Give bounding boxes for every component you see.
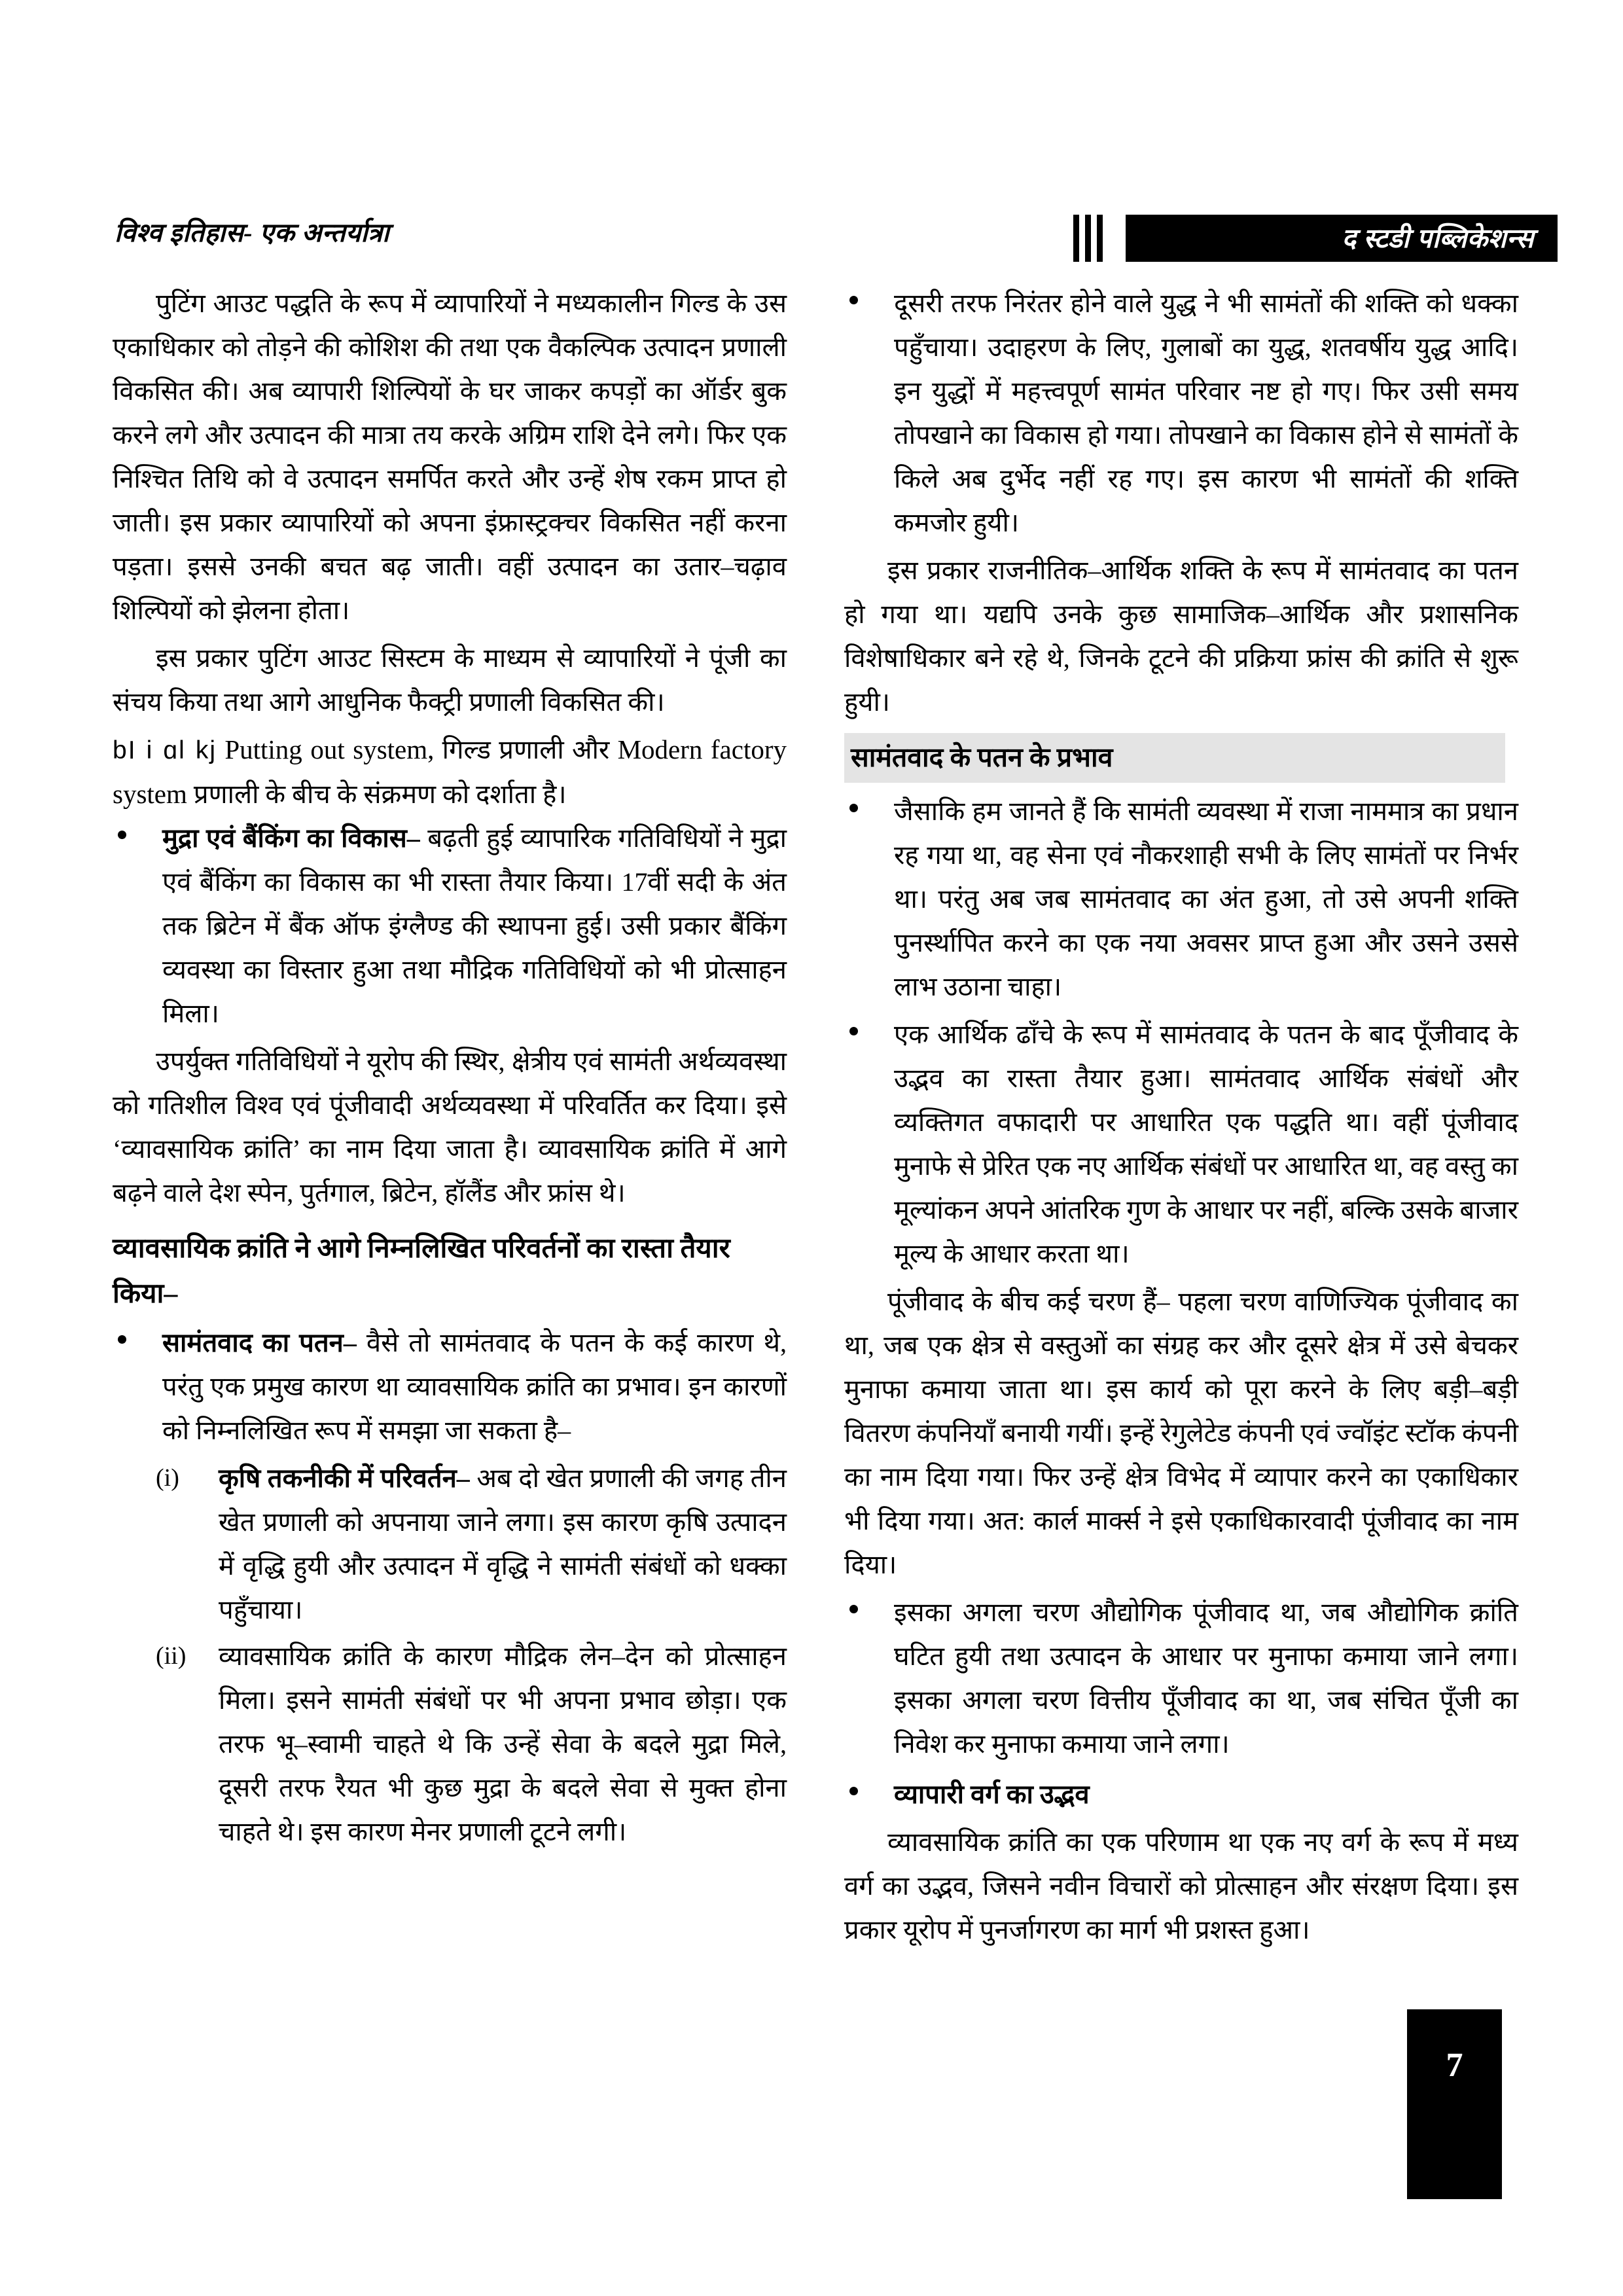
list-item (844, 789, 1518, 1009)
roman-numeral-label: (i) (156, 1464, 179, 1492)
roman-list-item (156, 1456, 787, 1632)
list-item-body: इसका अगला चरण औद्योगिक पूंजीवाद था, जब औद्योगिक क्रांति घटित हुयी तथा उत्पादन के आधार पर मुनाफा कमाया जाने लगा। इसका अगला चरण वित्तीय पूँजीवाद का था, जब संचित पूँजी का निवेश कर मुनाफा कमाया जाने लगा। (894, 1598, 1518, 1759)
list-item-lead-term: मुद्रा एवं बैंकिंग का विकास– (162, 823, 420, 853)
bullet-dot-icon (849, 1787, 858, 1795)
page-number: 7 (1446, 2047, 1463, 2084)
hindi-connector: गिल्ड प्रणाली और (434, 735, 618, 764)
list-item-body: दूसरी तरफ निरंतर होने वाले युद्ध ने भी सामंतों की शक्ति को धक्का पहुँचाया। उदाहरण के लिए, गुलाबों का युद्ध, शतवर्षीय युद्ध आदि। इन युद्धों में महत्त्वपूर्ण सामंत परिवार नष्ट हो गए। फिर उसी समय तोपखाने का विकास हो गया। तोपखाने का विकास होने से सामंतों के किले अब दुर्भेद नहीं रह गए। इस कारण भी सामंतों की शक्ति कमजोर हुयी। (894, 289, 1518, 537)
shaded-section-heading: सामंतवाद के पतन के प्रभाव (844, 733, 1505, 783)
roman-item-lead-term: कृषि तकनीकी में परिवर्तन– (219, 1463, 470, 1493)
section-heading: व्यावसायिक क्रांति ने आगे निम्नलिखित परिवर्तनों का रास्ता तैयार किया– (113, 1234, 730, 1309)
list-item (844, 1772, 1518, 1816)
paragraph: इस प्रकार पुटिंग आउट सिस्टम के माध्यम से व्यापारियों ने पूंजी का संचय किया तथा आगे आधुनिक फैक्ट्री प्रणाली विकसित की। (113, 643, 787, 717)
left-column (113, 281, 787, 1856)
bullet-dot-icon (118, 1335, 126, 1344)
list-item (844, 1590, 1518, 1766)
english-term-putting-out-system: Putting out system, (224, 734, 435, 764)
book-title: विश्व इतिहास- एक अन्तर्यात्रा (115, 218, 390, 247)
page-number-tab (1407, 2009, 1502, 2199)
decorative-bars-icon (1073, 215, 1114, 262)
roman-item-body: व्यावसायिक क्रांति के कारण मौद्रिक लेन–देन को प्रोत्साहन मिला। इसने सामंती संबंधों पर भी अपना प्रभाव छोड़ा। एक तरफ भू–स्वामी चाहते थे कि उन्हें सेवा के बदले मुद्रा मिले, दूसरी तरफ रैयत भी कुछ मुद्रा के बदले सेवा से मुक्त होना चाहते थे। इस कारण मेनर प्रणाली टूटने लगी। (219, 1641, 787, 1846)
list-item-lead-term: सामंतवाद का पतन– (162, 1328, 357, 1357)
list-item-lead-term: व्यापारी वर्ग का उद्भव (894, 1780, 1090, 1809)
list-item-body: बढ़ती हुई व्यापारिक गतिविधियों ने मुद्रा एवं बैंकिंग का विकास का भी रास्ता तैयार किया। 17वीं सदी के अंत तक ब्रिटेन में बैंक ऑफ इंग्लैण्ड की स्थापना हुई। उसी प्रकार बैंकिंग व्यवस्था का विस्तार हुआ तथा मौद्रिक गतिविधियों को भी प्रोत्साहन मिला। (162, 823, 787, 1028)
roman-numeral-label: (ii) (156, 1642, 187, 1670)
roman-list-item (156, 1634, 787, 1854)
list-item-body: वैसे तो सामंतवाद के पतन के कई कारण थे, परंतु एक प्रमुख कारण था व्यावसायिक क्रांति का प्रभाव। इन कारणों को निम्नलिखित रूप में समझा जा सकता है– (162, 1328, 787, 1445)
bullet-dot-icon (849, 1605, 858, 1613)
list-item-body: जैसाकि हम जानते हैं कि सामंती व्यवस्था में राजा नाममात्र का प्रधान रह गया था, वह सेना एवं नौकरशाही सभी के लिए सामंतों पर निर्भर था। परंतु अब जब सामंतवाद का अंत हुआ, तो उसे अपनी शक्ति पुनर्स्थापित करने का एक नया अवसर प्राप्त हुआ और उसने उससे लाभ उठाना चाहा। (894, 797, 1518, 1001)
right-column (844, 281, 1518, 1956)
list-item (113, 816, 787, 1035)
publisher-banner (1126, 215, 1558, 262)
paragraph-tail: प्रणाली के बीच के संक्रमण को दर्शाता है। (187, 780, 567, 809)
bullet-dot-icon (118, 831, 126, 839)
paragraph: इस प्रकार राजनीतिक–आर्थिक शक्ति के रूप में सामंतवाद का पतन हो गया था। यद्यपि उनके कुछ सामाजिक–आर्थिक और प्रशासनिक विशेषाधिकार बने रहे थे, जिनके टूटने की प्रक्रिया फ्रांस की क्रांति से शुरू हुयी। (844, 556, 1518, 717)
paragraph: उपर्युक्त गतिविधियों ने यूरोप की स्थिर, क्षेत्रीय एवं सामंती अर्थव्यवस्था को गतिशील विश्व एवं पूंजीवादी अर्थव्यवस्था में परिवर्तित कर दिया। इसे ‘व्यावसायिक क्रांति’ का नाम दिया जाता है। व्यावसायिक क्रांति में आगे बढ़ने वाले देश स्पेन, पुर्तगाल, ब्रिटेन, हॉलैंड और फ्रांस थे। (113, 1047, 787, 1208)
roman-item-body: अब दो खेत प्रणाली की जगह तीन खेत प्रणाली को अपनाया जाने लगा। इस कारण कृषि उत्पादन में वृद्धि हुयी और उत्पादन में वृद्धि ने सामंती संबंधों को धक्का पहुँचाया। (219, 1463, 787, 1624)
bullet-dot-icon (849, 804, 858, 812)
bullet-dot-icon (849, 1027, 858, 1035)
publisher-name: द स्टडी पब्लिकेशन्स (1342, 223, 1534, 253)
list-item (113, 1321, 787, 1452)
paragraph: व्यावसायिक क्रांति का एक परिणाम था एक नए वर्ग के रूप में मध्य वर्ग का उद्भव, जिसने नवीन विचारों को प्रोत्साहन और संरक्षण दिया। इस प्रकार यूरोप में पुनर्जागरण का मार्ग भी प्रशस्त हुआ। (844, 1827, 1518, 1945)
list-item (844, 1013, 1518, 1276)
english-term-modern-factory-system: Modern factory system (113, 734, 787, 809)
encoding-artifact-text: bI i ɑl kj (113, 736, 217, 764)
paragraph: पुटिंग आउट पद्धति के रूप में व्यापारियों ने मध्यकालीन गिल्ड के उस एकाधिकार को तोड़ने की कोशिश की तथा एक वैकल्पिक उत्पादन प्रणाली विकसित की। अब व्यापारी शिल्पियों के घर जाकर कपड़ों का ऑर्डर बुक करने लगे और उत्पादन की मात्रा तय करके अग्रिम राशि देने लगे। फिर एक निश्चित तिथि को वे उत्पादन समर्पित करते और उन्हें शेष रकम प्राप्त हो जाती। इस प्रकार व्यापारियों को अपना इंफ्रास्ट्रक्चर विकसित नहीं करना पड़ता। इससे उनकी बचत बढ़ जाती। वहीं उत्पादन का उतार–चढ़ाव शिल्पियों को झेलना होता। (113, 289, 787, 625)
bullet-dot-icon (849, 296, 858, 304)
list-item-body: एक आर्थिक ढाँचे के रूप में सामंतवाद के पतन के बाद पूँजीवाद के उद्भव का रास्ता तैयार हुआ। सामंतवाद आर्थिक संबंधों और व्यक्तिगत वफादारी पर आधारित एक पद्धति था। वहीं पूंजीवाद मुनाफे से प्रेरित एक नए आर्थिक संबंधों पर आधारित था, वह वस्तु का मूल्यांकन अपने आंतरिक गुण के आधार पर नहीं, बल्कि उसके बाजार मूल्य के आधार करता था। (894, 1020, 1518, 1268)
paragraph-with-english-terms (113, 728, 787, 816)
list-item (844, 281, 1518, 545)
paragraph: पूंजीवाद के बीच कई चरण हैं– पहला चरण वाणिज्यिक पूंजीवाद का था, जब एक क्षेत्र से वस्तुओं का संग्रह कर और दूसरे क्षेत्र में उसे बेचकर मुनाफा कमाया जाता था। इस कार्य को पूरा करने के लिए बड़ी–बड़ी वितरण कंपनियाँ बनायी गयीं। इन्हें रेगुलेटेड कंपनी एवं ज्वॉइंट स्टॉक कंपनी का नाम दिया गया। फिर उन्हें क्षेत्र विभेद में व्यापार करने का एकाधिकार भी दिया गया। अत: कार्ल मार्क्स ने इसे एकाधिकारवादी पूंजीवाद का नाम दिया। (844, 1287, 1518, 1579)
